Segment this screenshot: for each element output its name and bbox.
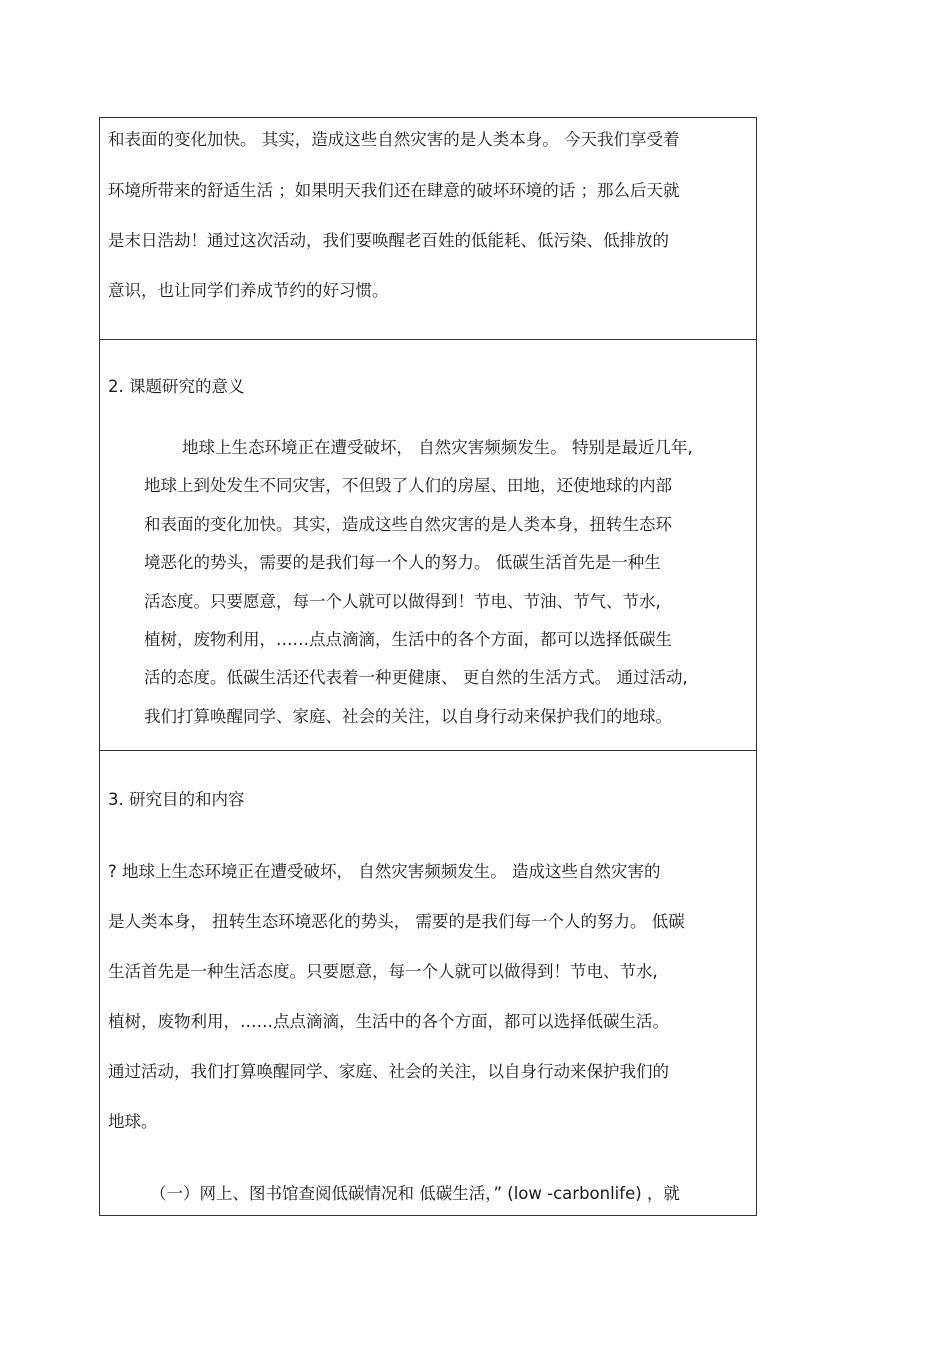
- paragraph-line: 境恶化的势头，需要的是我们每一个人的努力。 低碳生活首先是一种生: [144, 553, 661, 572]
- section-heading: 3. 研究目的和内容: [108, 790, 245, 809]
- paragraph-line: 我们打算唤醒同学、家庭、社会的关注，以自身行动来保护我们的地球。: [144, 707, 672, 726]
- paragraph-line: 活的态度。低碳生活还代表着一种更健康、 更自然的生活方式。 通过活动,: [144, 668, 688, 687]
- paragraph-line: 和表面的变化加快。 其实，造成这些自然灾害的是人类本身。 今天我们享受着: [108, 130, 680, 149]
- row-divider: [100, 750, 756, 751]
- paragraph-line: 生活首先是一种生活态度。只要愿意，每一个人就可以做得到！节电、节水,: [108, 962, 658, 981]
- paragraph-line: 活态度。只要愿意，每一个人就可以做得到！节电、节油、节气、节水,: [144, 592, 661, 611]
- paragraph-line: 植树，废物利用，……点点滴滴，生活中的各个方面，都可以选择低碳生活。: [108, 1012, 669, 1031]
- paragraph-line: 和表面的变化加快。其实，造成这些自然灾害的是人类本身，扭转生态环: [144, 515, 672, 534]
- row-divider: [100, 339, 756, 340]
- paragraph-line: 植树，废物利用，……点点滴滴，生活中的各个方面，都可以选择低碳生: [144, 630, 672, 649]
- paragraph-line: ? 地球上生态环境正在遭受破坏， 自然灾害频频发生。 造成这些自然灾害的: [108, 862, 661, 881]
- paragraph-line: 是人类本身， 扭转生态环境恶化的势头， 需要的是我们每一个人的努力。 低碳: [108, 912, 685, 931]
- paragraph-line: 地球上到处发生不同灾害，不但毁了人们的房屋、田地，还使地球的内部: [144, 476, 672, 495]
- document-table: [99, 117, 757, 1216]
- paragraph-line: 意识，也让同学们养成节约的好习惯。: [108, 281, 389, 300]
- paragraph-line: 是末日浩劫！通过这次活动，我们要唤醒老百姓的低能耗、低污染、低排放的: [108, 231, 669, 250]
- paragraph-line: 环境所带来的舒适生活 ；如果明天我们还在肆意的破坏环境的话 ；那么后天就: [108, 181, 680, 200]
- paragraph-line: （一）网上、图书馆查阅低碳情况和 低碳生活，” (low -carbonlife) ，就: [150, 1184, 680, 1203]
- paragraph-line: 地球上生态环境正在遭受破坏， 自然灾害频频发生。 特别是最近几年,: [182, 438, 693, 457]
- paragraph-line: 通过活动，我们打算唤醒同学、家庭、社会的关注，以自身行动来保护我们的: [108, 1062, 669, 1081]
- paragraph-line: 地球。: [108, 1112, 158, 1131]
- section-heading: 2. 课题研究的意义: [108, 377, 245, 396]
